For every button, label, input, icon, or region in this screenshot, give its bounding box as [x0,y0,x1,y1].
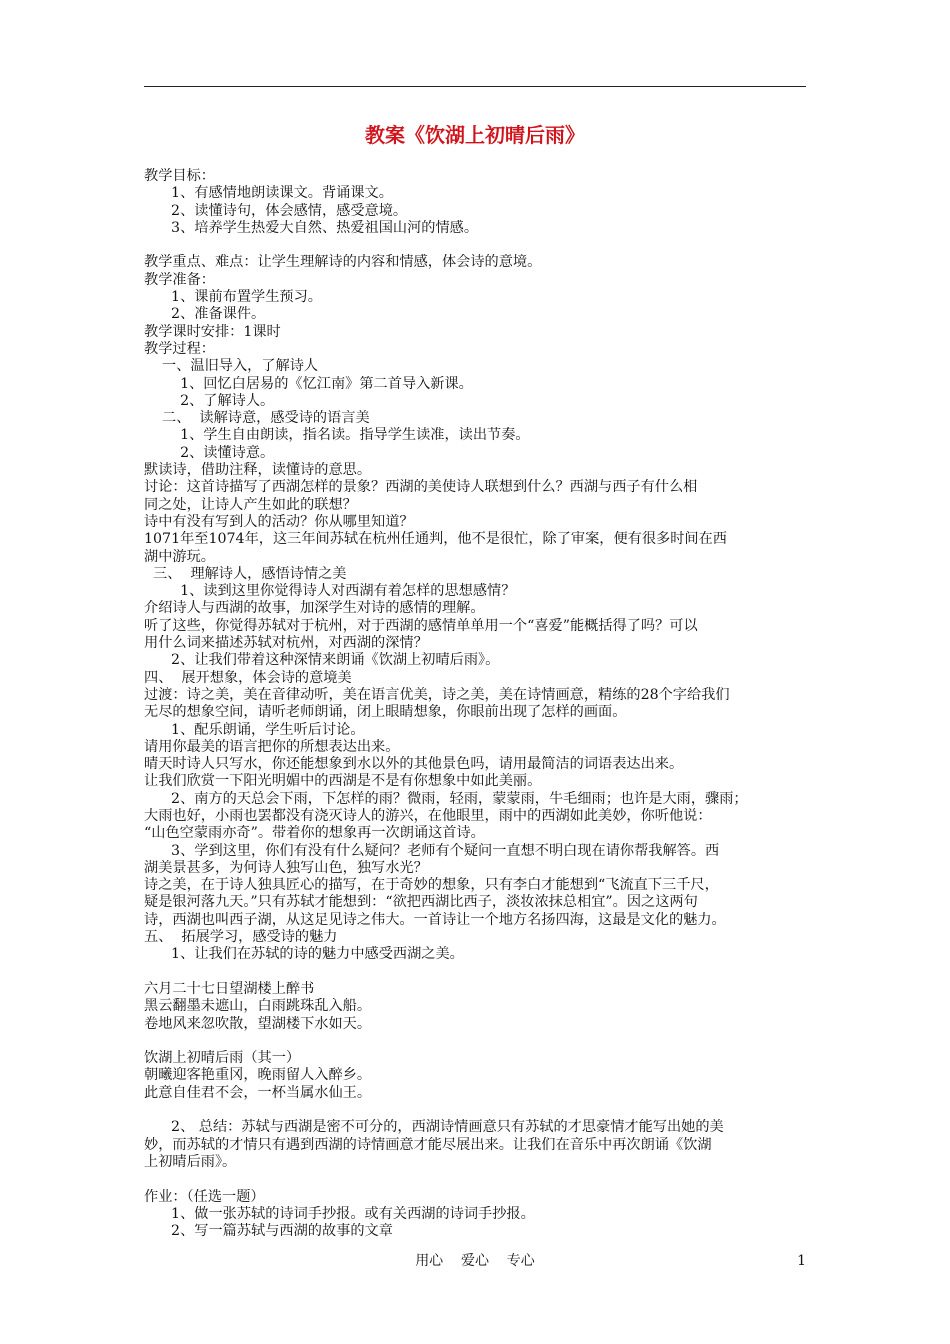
text-line: 教学重点、难点：让学生理解诗的内容和情感，体会诗的意境。 [144,254,542,271]
text-line: 1、有感情地朗读课文。背诵课文。 [144,185,393,202]
text-line: 2、让我们带着这种深情来朗诵《饮湖上初晴后雨》。 [144,652,500,669]
text-line: 大雨也好，小雨也罢都没有浇灭诗人的游兴，在他眼里，雨中的西湖如此美妙，你听他说： [144,807,712,824]
text-line: 1071年至1074年，这三年间苏轼在杭州任通判，他不是很忙，除了审案，便有很多时间在西 [144,531,727,548]
text-line: 教学目标： [144,168,215,184]
text-line: 2、准备课件。 [144,306,266,323]
text-line: 同之处，让诗人产生如此的联想？ [144,496,357,513]
text-line: 2、 总结：苏轼与西湖是密不可分的，西湖诗情画意只有苏轼的才思豪情才能写出她的美 [144,1119,724,1136]
text-line: 让我们欣赏一下阳光明媚中的西湖是不是有你想象中如此美丽。 [144,773,542,790]
text-line: 二、 读解诗意，感受诗的语言美 [144,410,370,427]
blank-line [144,237,806,254]
text-line: 1、读到这里你觉得诗人对西湖有着怎样的思想感情？ [144,583,516,600]
text-line: 用什么词来描述苏轼对杭州，对西湖的深情？ [144,635,428,652]
blank-line [144,1171,806,1188]
text-line: 四、 展开想象，体会诗的意境美 [144,669,352,686]
text-line: 卷地风来忽吹散，望湖楼下水如天。 [144,1015,372,1032]
text-line: 晴天时诗人只写水，你还能想象到水以外的其他景色吗，请用最简洁的词语表达出来。 [144,756,684,773]
text-line: 听了这些，你觉得苏轼对于杭州，对于西湖的感情单单用一个“喜爱”能概括得了吗？可以 [144,617,698,634]
text-line: 诗之美，在于诗人独具匠心的描写，在于奇妙的想象，只有李白才能想到“飞流直下三千尺， [144,877,719,894]
text-line: 此意自佳君不会，一杯当属水仙王。 [144,1084,372,1101]
page-footer [144,1252,806,1270]
text-line: 1、回忆白居易的《忆江南》第二首导入新课。 [144,375,473,392]
document-body [144,168,806,1240]
header-rule [144,86,806,87]
footer-motto: 用心 爱心 专心 [415,1253,535,1269]
text-line: 妙，而苏轼的才情只有遇到西湖的诗情画意才能尽展出来。让我们在音乐中再次朗诵《饮湖 [144,1136,712,1153]
text-line: 五、 拓展学习，感受诗的魅力 [144,929,338,946]
text-line: 讨论：这首诗描写了西湖怎样的景象？西湖的美使诗人联想到什么？西湖与西子有什么相 [144,479,698,496]
text-line: 2、读懂诗句，体会感情，感受意境。 [144,202,408,219]
text-line: 上初晴后雨》。 [144,1153,237,1170]
text-line: 1、做一张苏轼的诗词手抄报。或有关西湖的诗词手抄报。 [144,1205,535,1222]
text-line: 1、让我们在苏轼的诗的魅力中感受西湖之美。 [144,946,464,963]
text-line: 1、课前布置学生预习。 [144,289,322,306]
text-line: 1、配乐朗诵，学生听后讨论。 [144,721,365,738]
document-title: 教案《饮湖上初晴后雨》 [365,123,585,147]
text-line: 教学过程： [144,340,215,357]
text-line: 无尽的想象空间，请听老师朗诵，闭上眼睛想象，你眼前出现了怎样的画面。 [144,704,627,721]
text-line: 3、学到这里，你们有没有什么疑问？老师有个疑问一直想不明白现在请你帮我解答。西 [144,842,720,859]
text-line: 教学准备： [144,271,215,288]
text-line: 默读诗，借助注释，读懂诗的意思。 [144,462,372,479]
text-line: “山色空蒙雨亦奇”。带着你的想象再一次朗诵这首诗。 [144,825,485,842]
text-line: 请用你最美的语言把你的所想表达出来。 [144,738,400,755]
text-line: 湖中游玩。 [144,548,215,565]
text-line: 三、 理解诗人，感悟诗情之美 [144,565,347,582]
text-line: 教学课时安排：1课时 [144,323,281,340]
text-line: 2、写一篇苏轼与西湖的故事的文章 [144,1223,393,1240]
text-line: 黑云翻墨未遮山，白雨跳珠乱入船。 [144,998,372,1015]
text-line: 1、学生自由朗读，指名读。指导学生读准，读出节奏。 [144,427,530,444]
page-number: 1 [797,1253,806,1269]
text-line: 饮湖上初晴后雨（其一） [144,1050,301,1067]
text-line: 3、培养学生热爱大自然、热爱祖国山河的情感。 [144,219,479,236]
text-line: 湖美景甚多，为何诗人独写山色，独写水光？ [144,859,428,876]
text-line: 介绍诗人与西湖的故事，加深学生对诗的感情的理解。 [144,600,485,617]
text-line: 朝曦迎客艳重冈，晚雨留人入醉乡。 [144,1067,372,1084]
text-line: 诗，西湖也叫西子湖，从这足见诗之伟大。一首诗让一个地方名扬四海，这最是文化的魅力。 [144,911,726,928]
text-line: 2、南方的天总会下雨，下怎样的雨？微雨，轻雨，蒙蒙雨，牛毛细雨；也许是大雨，骤雨； [144,790,748,807]
blank-line [144,1102,806,1119]
blank-line [144,964,806,981]
text-line: 过渡：诗之美，美在音律动听，美在语言优美，诗之美，美在诗情画意，精练的28个字给我们 [144,686,730,703]
text-line: 诗中有没有写到人的活动？你从哪里知道？ [144,513,414,530]
text-line: 一、温旧导入，了解诗人 [144,358,319,375]
text-line: 六月二十七日望湖楼上醉书 [144,980,315,997]
blank-line [144,1033,806,1050]
text-line: 2、读懂诗意。 [144,444,275,461]
text-line: 疑是银河落九天。”只有苏轼才能想到：“欲把西湖比西子，淡妆浓抹总相宜”。因之这两句 [144,894,698,911]
text-line: 2、了解诗人。 [144,392,275,409]
text-line: 作业：（任选一题） [144,1188,265,1205]
